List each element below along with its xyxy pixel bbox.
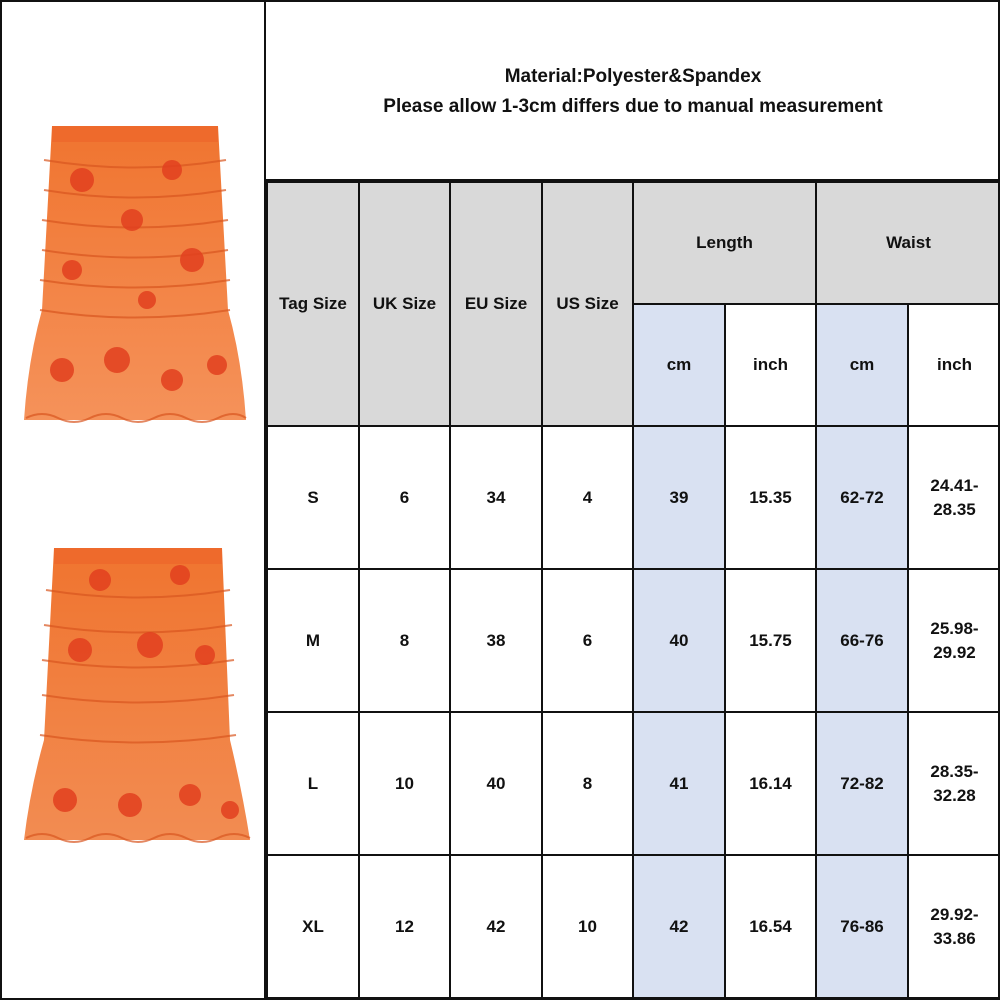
length-cm-cell: 42	[633, 855, 725, 998]
waist-inch-cell	[908, 855, 1000, 998]
eu-size-cell: 34	[450, 426, 542, 569]
us-size-cell: 6	[542, 569, 633, 712]
waist-cm-cell: 66-76	[816, 569, 908, 712]
eu-size-cell: 40	[450, 712, 542, 855]
length-inch-cell: 16.54	[725, 855, 816, 998]
table-row	[267, 712, 1000, 855]
skirt-front-image	[22, 120, 248, 435]
tag-size-cell: L	[267, 712, 359, 855]
skirt-back-photo	[20, 540, 252, 855]
waist-inch-from: 24.41-	[930, 475, 979, 495]
table-row	[267, 426, 1000, 569]
product-photo-column	[0, 0, 266, 1000]
us-size-cell: 4	[542, 426, 633, 569]
waist-inch-to: 32.28	[933, 785, 976, 805]
waist-inch-header: inch	[908, 304, 1000, 426]
length-inch-cell: 16.14	[725, 712, 816, 855]
table-row	[267, 569, 1000, 712]
length-inch-cell: 15.75	[725, 569, 816, 712]
tag-size-cell: M	[267, 569, 359, 712]
waist-inch-from: 28.35-	[930, 761, 979, 781]
tag-size-cell: XL	[267, 855, 359, 998]
uk-size-cell: 10	[359, 712, 450, 855]
waist-inch-to: 33.86	[933, 928, 976, 948]
length-header: Length	[633, 182, 816, 304]
length-inch-cell: 15.35	[725, 426, 816, 569]
length-cm-cell: 41	[633, 712, 725, 855]
length-cm-cell: 39	[633, 426, 725, 569]
material-text: Material:Polyester&Spandex	[504, 65, 762, 87]
table-row	[267, 855, 1000, 998]
waist-inch-to: 29.92	[933, 642, 976, 662]
waist-inch-cell	[908, 426, 1000, 569]
length-cm-header: cm	[633, 304, 725, 426]
waist-cm-cell: 76-86	[816, 855, 908, 998]
length-cm-cell: 40	[633, 569, 725, 712]
skirt-back-image	[20, 540, 252, 855]
waist-inch-to: 28.35	[933, 499, 976, 519]
waist-inch-from: 25.98-	[930, 618, 979, 638]
waist-cm-cell: 72-82	[816, 712, 908, 855]
waist-inch-cell	[908, 569, 1000, 712]
waist-header: Waist	[816, 182, 1000, 304]
eu-size-cell: 38	[450, 569, 542, 712]
tag-size-cell: S	[267, 426, 359, 569]
material-header	[266, 0, 1000, 181]
eu-size-cell: 42	[450, 855, 542, 998]
waist-cm-header: cm	[816, 304, 908, 426]
us-size-cell: 10	[542, 855, 633, 998]
waist-inch-from: 29.92-	[930, 904, 979, 924]
size-chart-table	[266, 181, 1000, 999]
us-size-header: US Size	[542, 182, 633, 426]
uk-size-header: UK Size	[359, 182, 450, 426]
uk-size-cell: 12	[359, 855, 450, 998]
eu-size-header: EU Size	[450, 182, 542, 426]
tag-size-header: Tag Size	[267, 182, 359, 426]
header-row	[267, 182, 1000, 304]
waist-inch-cell	[908, 712, 1000, 855]
uk-size-cell: 6	[359, 426, 450, 569]
uk-size-cell: 8	[359, 569, 450, 712]
length-inch-header: inch	[725, 304, 816, 426]
waist-cm-cell: 62-72	[816, 426, 908, 569]
measurement-note: Please allow 1-3cm differs due to manual measurement	[383, 95, 883, 117]
skirt-front-photo	[22, 120, 248, 435]
us-size-cell: 8	[542, 712, 633, 855]
